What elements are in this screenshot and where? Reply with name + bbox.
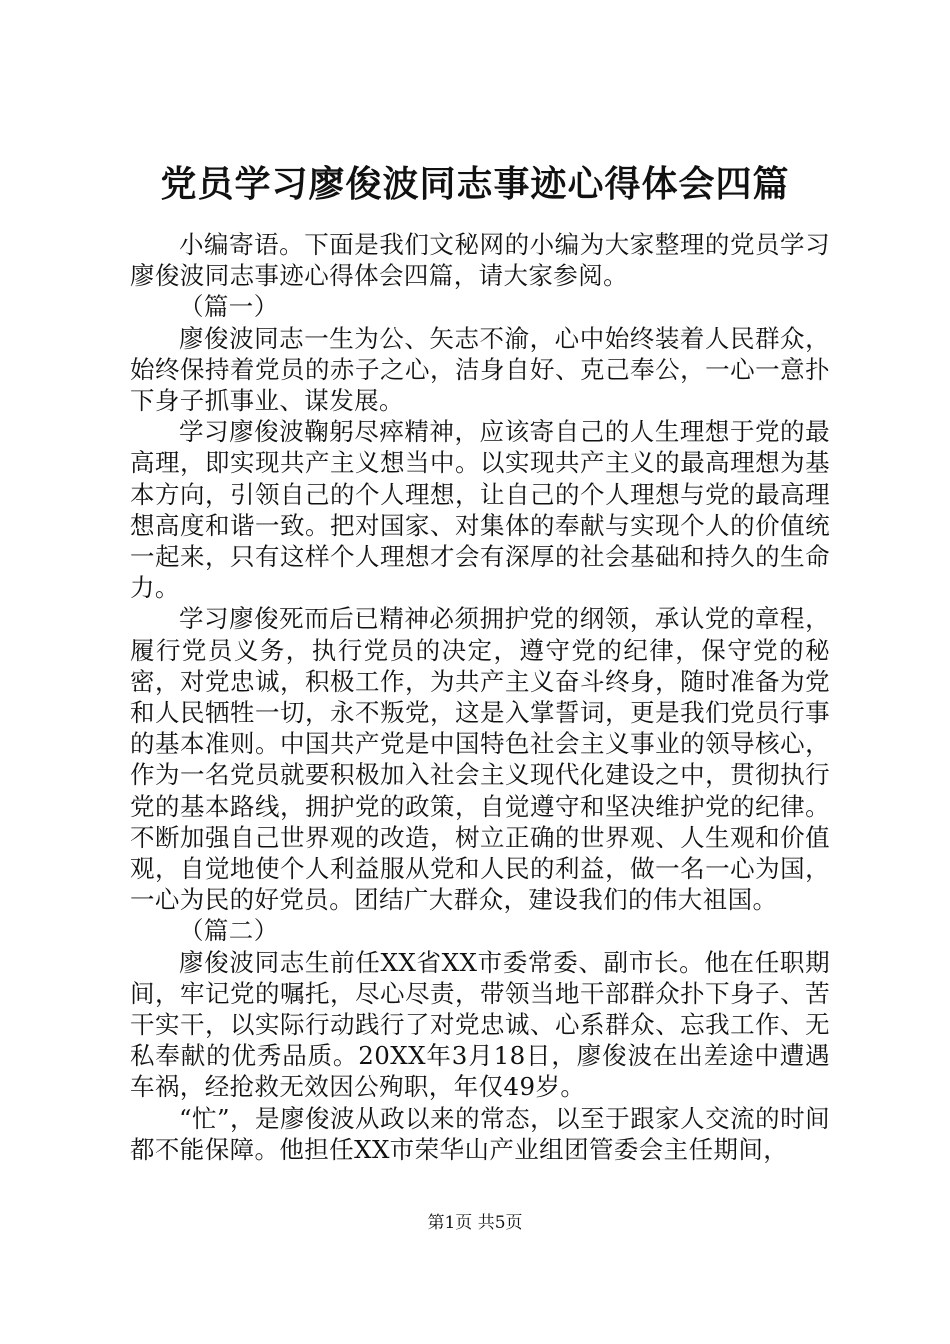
body-paragraph: 廖俊波同志生前任XX省XX市委常委、副市长。他在任职期间，牢记党的嘱托，尽心尽责，带领当地干部群众扑下身子、苦干实干，以实际行动践行了对党忠诚、心系群众、忘我工作、无私奉献的优秀品质。20XX年3月18日，廖俊波在出差途中遭遇车祸，经抢救无效因公殉职，年仅49岁。 — [130, 947, 830, 1102]
body-paragraph: “忙”，是廖俊波从政以来的常态，以至于跟家人交流的时间都不能保障。他担任XX市荣华山产业组团管委会主任期间， — [130, 1103, 830, 1164]
document-body — [130, 229, 830, 1165]
document-title: 党员学习廖俊波同志事迹心得体会四篇 — [160, 163, 790, 205]
section-heading-one: （篇一） — [179, 292, 279, 322]
body-paragraph: 廖俊波同志一生为公、矢志不渝，心中始终装着人民群众，始终保持着党员的赤子之心，洁身自好、克己奉公，一心一意扑下身子抓事业、谋发展。 — [130, 323, 830, 416]
section-heading-two: （篇二） — [179, 916, 279, 946]
body-paragraph: 学习廖俊死而后已精神必须拥护党的纲领，承认党的章程，履行党员义务，执行党员的决定，遵守党的纪律，保守党的秘密，对党忠诚，积极工作，为共产主义奋斗终身，随时准备为党和人民牺牲一切，永不叛党，这是入掌誓词，更是我们党员行事的基本准则。中国共产党是中国特色社会主义事业的领导核心，作为一名党员就要积极加入社会主义现代化建设之中，贯彻执行党的基本路线，拥护党的政策，自觉遵守和坚决维护党的纪律。不断加强自己世界观的改造，树立正确的世界观、人生观和价值观，自觉地使个人利益服从党和人民的利益，做一名一心为国，一心为民的好党员。团结广大群众，建设我们的伟大祖国。 — [130, 604, 830, 915]
intro-paragraph: 小编寄语。下面是我们文秘网的小编为大家整理的党员学习廖俊波同志事迹心得体会四篇，请大家参阅。 — [130, 230, 830, 291]
body-paragraph: 学习廖俊波鞠躬尽瘁精神，应该寄自己的人生理想于党的最高理，即实现共产主义想当中。以实现共产主义的最高理想为基本方向，引领自己的个人理想，让自己的个人理想与党的最高理想高度和谐一致。把对国家、对集体的奉献与实现个人的价值统一起来，只有这样个人理想才会有深厚的社会基础和持久的生命力。 — [130, 417, 830, 603]
page-footer: 第1页 共5页 — [427, 1213, 523, 1233]
